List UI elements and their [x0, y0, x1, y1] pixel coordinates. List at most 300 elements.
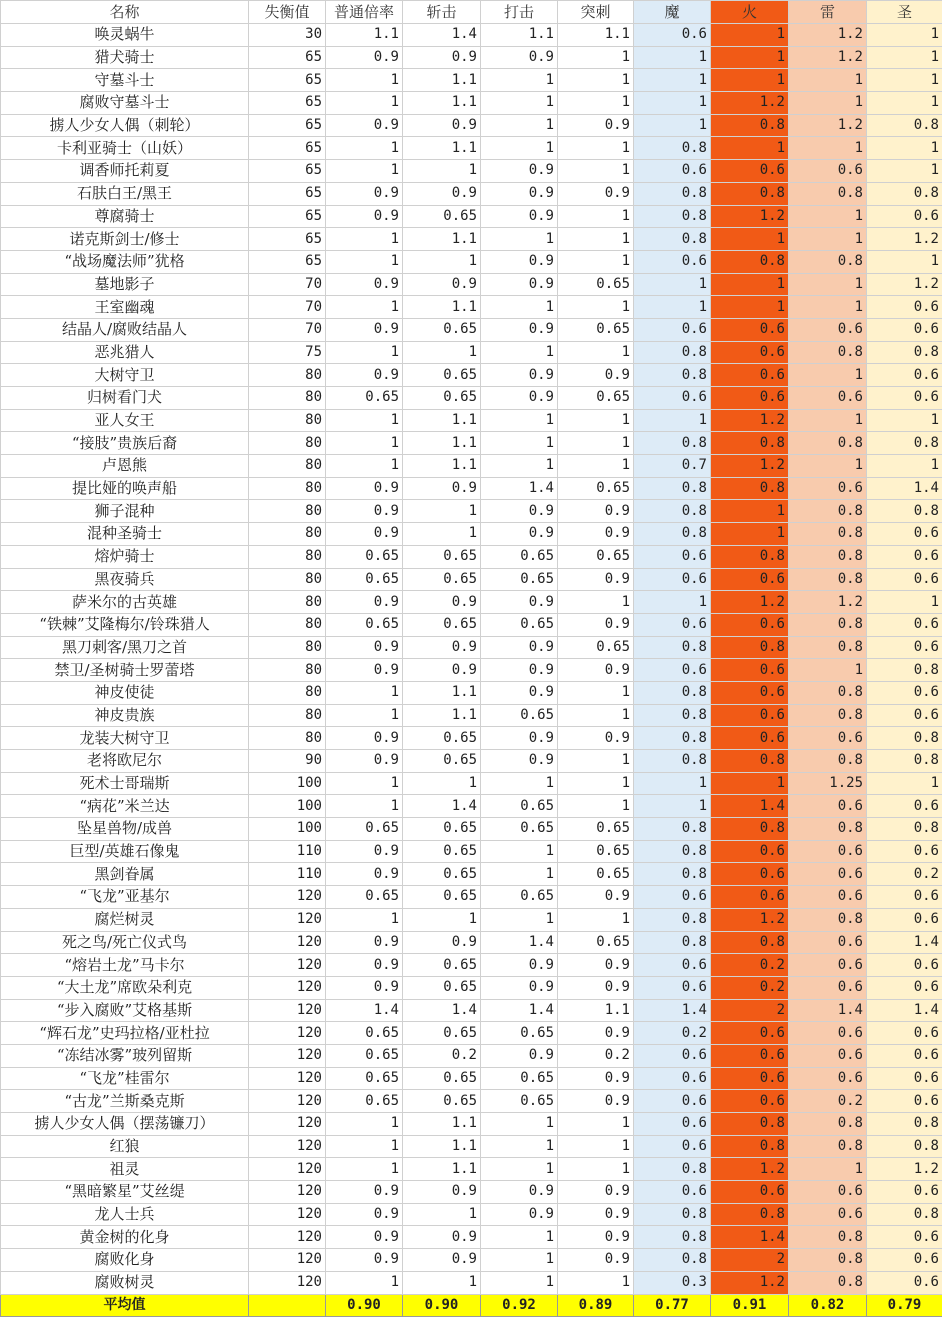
- cell-name[interactable]: 石肤白王/黑王: [1, 182, 249, 205]
- cell-strike[interactable]: 0.9: [481, 182, 558, 205]
- cell-lightning[interactable]: 0.2: [789, 1090, 867, 1113]
- cell-normal[interactable]: 0.65: [326, 613, 403, 636]
- cell-lightning[interactable]: 1.4: [789, 999, 867, 1022]
- cell-holy[interactable]: 1.4: [867, 477, 942, 500]
- cell-name[interactable]: 萨米尔的古英雄: [1, 591, 249, 614]
- cell-fire[interactable]: 0.8: [711, 250, 789, 273]
- cell-pierce[interactable]: 1: [558, 455, 634, 478]
- cell-pierce[interactable]: 0.9: [558, 659, 634, 682]
- cell-slash[interactable]: 0.65: [403, 1090, 481, 1113]
- cell-poise[interactable]: 120: [249, 1135, 326, 1158]
- cell-holy[interactable]: 0.8: [867, 1113, 942, 1136]
- cell-normal[interactable]: 0.9: [326, 273, 403, 296]
- cell-magic[interactable]: 1.4: [634, 999, 711, 1022]
- cell-poise[interactable]: 120: [249, 1249, 326, 1272]
- cell-poise[interactable]: 110: [249, 840, 326, 863]
- cell-normal[interactable]: 0.9: [326, 114, 403, 137]
- cell-fire[interactable]: 1.2: [711, 409, 789, 432]
- cell-holy[interactable]: 1.2: [867, 273, 942, 296]
- cell-magic[interactable]: 0.8: [634, 818, 711, 841]
- cell-poise[interactable]: 65: [249, 46, 326, 69]
- cell-holy[interactable]: 0.6: [867, 908, 942, 931]
- cell-lightning[interactable]: 0.8: [789, 500, 867, 523]
- cell-fire[interactable]: 0.8: [711, 114, 789, 137]
- cell-normal[interactable]: 1: [326, 296, 403, 319]
- average-lightning[interactable]: 0.82: [789, 1294, 867, 1317]
- cell-slash[interactable]: 1: [403, 341, 481, 364]
- cell-name[interactable]: 黑夜骑兵: [1, 568, 249, 591]
- cell-strike[interactable]: 0.9: [481, 591, 558, 614]
- cell-strike[interactable]: 0.9: [481, 250, 558, 273]
- cell-normal[interactable]: 1: [326, 1135, 403, 1158]
- cell-holy[interactable]: 0.6: [867, 1044, 942, 1067]
- cell-fire[interactable]: 0.6: [711, 1044, 789, 1067]
- cell-magic[interactable]: 0.6: [634, 387, 711, 410]
- cell-strike[interactable]: 0.9: [481, 318, 558, 341]
- cell-slash[interactable]: 0.65: [403, 613, 481, 636]
- cell-holy[interactable]: 0.6: [867, 205, 942, 228]
- cell-holy[interactable]: 0.6: [867, 704, 942, 727]
- cell-fire[interactable]: 0.6: [711, 727, 789, 750]
- cell-poise[interactable]: 30: [249, 24, 326, 47]
- cell-fire[interactable]: 2: [711, 999, 789, 1022]
- cell-holy[interactable]: 0.8: [867, 182, 942, 205]
- cell-magic[interactable]: 0.8: [634, 228, 711, 251]
- cell-fire[interactable]: 1.2: [711, 205, 789, 228]
- cell-magic[interactable]: 0.8: [634, 523, 711, 546]
- cell-magic[interactable]: 0.6: [634, 1113, 711, 1136]
- cell-magic[interactable]: 0.8: [634, 908, 711, 931]
- average-normal[interactable]: 0.90: [326, 1294, 403, 1317]
- cell-slash[interactable]: 0.9: [403, 477, 481, 500]
- cell-strike[interactable]: 0.9: [481, 160, 558, 183]
- cell-name[interactable]: 腐败守墓斗士: [1, 92, 249, 115]
- cell-fire[interactable]: 0.6: [711, 318, 789, 341]
- cell-pierce[interactable]: 1: [558, 591, 634, 614]
- average-poise[interactable]: [249, 1294, 326, 1317]
- cell-magic[interactable]: 1: [634, 296, 711, 319]
- cell-fire[interactable]: 1.2: [711, 591, 789, 614]
- cell-holy[interactable]: 1: [867, 250, 942, 273]
- cell-strike[interactable]: 1: [481, 69, 558, 92]
- cell-lightning[interactable]: 1: [789, 1158, 867, 1181]
- cell-magic[interactable]: 0.2: [634, 1022, 711, 1045]
- cell-fire[interactable]: 1: [711, 296, 789, 319]
- cell-normal[interactable]: 0.9: [326, 1249, 403, 1272]
- cell-fire[interactable]: 0.6: [711, 1090, 789, 1113]
- cell-normal[interactable]: 1: [326, 704, 403, 727]
- cell-pierce[interactable]: 1: [558, 432, 634, 455]
- cell-slash[interactable]: 0.65: [403, 1067, 481, 1090]
- cell-name[interactable]: 祖灵: [1, 1158, 249, 1181]
- cell-name[interactable]: “熔岩土龙”马卡尔: [1, 954, 249, 977]
- cell-name[interactable]: 巨型/英雄石像鬼: [1, 840, 249, 863]
- cell-lightning[interactable]: 0.6: [789, 886, 867, 909]
- cell-holy[interactable]: 0.6: [867, 318, 942, 341]
- cell-fire[interactable]: 0.6: [711, 364, 789, 387]
- cell-strike[interactable]: 0.65: [481, 704, 558, 727]
- cell-poise[interactable]: 80: [249, 409, 326, 432]
- cell-slash[interactable]: 0.9: [403, 182, 481, 205]
- cell-normal[interactable]: 0.9: [326, 1203, 403, 1226]
- cell-magic[interactable]: 0.6: [634, 318, 711, 341]
- cell-slash[interactable]: 0.9: [403, 931, 481, 954]
- cell-lightning[interactable]: 1: [789, 273, 867, 296]
- cell-strike[interactable]: 1.1: [481, 24, 558, 47]
- cell-strike[interactable]: 0.65: [481, 886, 558, 909]
- cell-slash[interactable]: 1.1: [403, 681, 481, 704]
- cell-strike[interactable]: 1: [481, 137, 558, 160]
- cell-name[interactable]: 红狼: [1, 1135, 249, 1158]
- cell-holy[interactable]: 0.6: [867, 795, 942, 818]
- cell-fire[interactable]: 0.6: [711, 659, 789, 682]
- cell-holy[interactable]: 1.2: [867, 1158, 942, 1181]
- cell-normal[interactable]: 0.65: [326, 1044, 403, 1067]
- cell-strike[interactable]: 0.65: [481, 545, 558, 568]
- cell-lightning[interactable]: 0.6: [789, 727, 867, 750]
- cell-normal[interactable]: 0.9: [326, 591, 403, 614]
- cell-name[interactable]: 卢恩熊: [1, 455, 249, 478]
- cell-slash[interactable]: 0.65: [403, 840, 481, 863]
- cell-strike[interactable]: 0.65: [481, 795, 558, 818]
- cell-magic[interactable]: 0.6: [634, 954, 711, 977]
- cell-strike[interactable]: 0.9: [481, 659, 558, 682]
- cell-holy[interactable]: 1.4: [867, 999, 942, 1022]
- cell-magic[interactable]: 0.7: [634, 455, 711, 478]
- cell-strike[interactable]: 1: [481, 1158, 558, 1181]
- cell-fire[interactable]: 0.6: [711, 863, 789, 886]
- cell-fire[interactable]: 0.6: [711, 160, 789, 183]
- cell-fire[interactable]: 0.6: [711, 1067, 789, 1090]
- cell-pierce[interactable]: 1: [558, 205, 634, 228]
- cell-poise[interactable]: 120: [249, 1271, 326, 1294]
- cell-fire[interactable]: 1.2: [711, 1271, 789, 1294]
- cell-pierce[interactable]: 0.9: [558, 182, 634, 205]
- cell-strike[interactable]: 0.9: [481, 954, 558, 977]
- cell-magic[interactable]: 0.3: [634, 1271, 711, 1294]
- cell-lightning[interactable]: 0.8: [789, 250, 867, 273]
- cell-fire[interactable]: 1: [711, 772, 789, 795]
- cell-slash[interactable]: 0.65: [403, 205, 481, 228]
- cell-poise[interactable]: 120: [249, 1226, 326, 1249]
- cell-holy[interactable]: 0.8: [867, 750, 942, 773]
- cell-slash[interactable]: 1.1: [403, 455, 481, 478]
- cell-slash[interactable]: 1.1: [403, 409, 481, 432]
- cell-strike[interactable]: 0.9: [481, 1203, 558, 1226]
- cell-normal[interactable]: 1.4: [326, 999, 403, 1022]
- cell-normal[interactable]: 0.9: [326, 318, 403, 341]
- cell-pierce[interactable]: 0.9: [558, 1181, 634, 1204]
- cell-poise[interactable]: 120: [249, 1158, 326, 1181]
- cell-holy[interactable]: 1: [867, 24, 942, 47]
- cell-name[interactable]: 猎犬骑士: [1, 46, 249, 69]
- cell-slash[interactable]: 0.9: [403, 273, 481, 296]
- cell-magic[interactable]: 0.8: [634, 500, 711, 523]
- cell-fire[interactable]: 0.2: [711, 976, 789, 999]
- cell-magic[interactable]: 0.6: [634, 250, 711, 273]
- cell-strike[interactable]: 0.9: [481, 636, 558, 659]
- cell-slash[interactable]: 1.4: [403, 24, 481, 47]
- cell-lightning[interactable]: 0.6: [789, 1022, 867, 1045]
- cell-slash[interactable]: 1.1: [403, 228, 481, 251]
- cell-lightning[interactable]: 0.8: [789, 182, 867, 205]
- cell-pierce[interactable]: 0.9: [558, 114, 634, 137]
- cell-normal[interactable]: 1.1: [326, 24, 403, 47]
- cell-lightning[interactable]: 0.6: [789, 318, 867, 341]
- cell-holy[interactable]: 0.2: [867, 863, 942, 886]
- cell-poise[interactable]: 100: [249, 772, 326, 795]
- cell-normal[interactable]: 0.9: [326, 976, 403, 999]
- cell-name[interactable]: 守墓斗士: [1, 69, 249, 92]
- cell-normal[interactable]: 1: [326, 772, 403, 795]
- cell-magic[interactable]: 0.6: [634, 886, 711, 909]
- cell-poise[interactable]: 65: [249, 92, 326, 115]
- average-slash[interactable]: 0.90: [403, 1294, 481, 1317]
- cell-strike[interactable]: 1: [481, 840, 558, 863]
- cell-pierce[interactable]: 0.65: [558, 387, 634, 410]
- cell-poise[interactable]: 80: [249, 704, 326, 727]
- cell-magic[interactable]: 0.8: [634, 1203, 711, 1226]
- cell-magic[interactable]: 1: [634, 69, 711, 92]
- cell-strike[interactable]: 1: [481, 1135, 558, 1158]
- cell-magic[interactable]: 0.6: [634, 568, 711, 591]
- cell-holy[interactable]: 0.8: [867, 818, 942, 841]
- cell-magic[interactable]: 0.8: [634, 704, 711, 727]
- cell-slash[interactable]: 0.9: [403, 1226, 481, 1249]
- cell-name[interactable]: “冻结冰雾”玻列留斯: [1, 1044, 249, 1067]
- cell-fire[interactable]: 1: [711, 273, 789, 296]
- cell-lightning[interactable]: 0.6: [789, 863, 867, 886]
- cell-strike[interactable]: 1: [481, 1226, 558, 1249]
- cell-fire[interactable]: 1.2: [711, 92, 789, 115]
- cell-pierce[interactable]: 1: [558, 341, 634, 364]
- cell-strike[interactable]: 1: [481, 908, 558, 931]
- cell-holy[interactable]: 0.8: [867, 659, 942, 682]
- cell-pierce[interactable]: 0.9: [558, 727, 634, 750]
- cell-lightning[interactable]: 0.8: [789, 613, 867, 636]
- cell-strike[interactable]: 0.65: [481, 1022, 558, 1045]
- cell-strike[interactable]: 1: [481, 341, 558, 364]
- cell-holy[interactable]: 0.6: [867, 1271, 942, 1294]
- cell-fire[interactable]: 1.4: [711, 1226, 789, 1249]
- cell-holy[interactable]: 0.8: [867, 114, 942, 137]
- cell-strike[interactable]: 0.9: [481, 364, 558, 387]
- cell-slash[interactable]: 1.1: [403, 69, 481, 92]
- cell-pierce[interactable]: 1.1: [558, 999, 634, 1022]
- cell-normal[interactable]: 1: [326, 137, 403, 160]
- cell-name[interactable]: 腐败树灵: [1, 1271, 249, 1294]
- cell-strike[interactable]: 0.9: [481, 681, 558, 704]
- cell-poise[interactable]: 110: [249, 863, 326, 886]
- cell-name[interactable]: “战场魔法师”犹格: [1, 250, 249, 273]
- cell-poise[interactable]: 120: [249, 1067, 326, 1090]
- cell-fire[interactable]: 0.8: [711, 818, 789, 841]
- cell-pierce[interactable]: 1: [558, 92, 634, 115]
- cell-pierce[interactable]: 0.65: [558, 318, 634, 341]
- cell-poise[interactable]: 70: [249, 318, 326, 341]
- cell-poise[interactable]: 120: [249, 954, 326, 977]
- cell-lightning[interactable]: 1: [789, 69, 867, 92]
- cell-strike[interactable]: 0.9: [481, 976, 558, 999]
- cell-holy[interactable]: 1: [867, 455, 942, 478]
- cell-magic[interactable]: 0.6: [634, 1067, 711, 1090]
- cell-fire[interactable]: 1.2: [711, 1158, 789, 1181]
- cell-holy[interactable]: 0.6: [867, 568, 942, 591]
- cell-magic[interactable]: 1: [634, 772, 711, 795]
- cell-strike[interactable]: 0.65: [481, 613, 558, 636]
- cell-magic[interactable]: 0.8: [634, 205, 711, 228]
- cell-pierce[interactable]: 0.65: [558, 273, 634, 296]
- cell-holy[interactable]: 0.6: [867, 1067, 942, 1090]
- cell-holy[interactable]: 0.6: [867, 840, 942, 863]
- cell-slash[interactable]: 1.1: [403, 1113, 481, 1136]
- cell-strike[interactable]: 0.65: [481, 818, 558, 841]
- cell-holy[interactable]: 1: [867, 160, 942, 183]
- cell-pierce[interactable]: 0.9: [558, 976, 634, 999]
- cell-lightning[interactable]: 0.8: [789, 636, 867, 659]
- cell-slash[interactable]: 1.1: [403, 1158, 481, 1181]
- cell-holy[interactable]: 0.6: [867, 636, 942, 659]
- cell-slash[interactable]: 0.65: [403, 818, 481, 841]
- cell-fire[interactable]: 1.2: [711, 908, 789, 931]
- cell-lightning[interactable]: 0.6: [789, 976, 867, 999]
- cell-slash[interactable]: 0.65: [403, 727, 481, 750]
- cell-lightning[interactable]: 0.8: [789, 1271, 867, 1294]
- cell-lightning[interactable]: 0.6: [789, 1044, 867, 1067]
- cell-holy[interactable]: 1: [867, 409, 942, 432]
- cell-poise[interactable]: 80: [249, 364, 326, 387]
- cell-strike[interactable]: 1: [481, 296, 558, 319]
- cell-lightning[interactable]: 1.2: [789, 24, 867, 47]
- cell-magic[interactable]: 0.8: [634, 636, 711, 659]
- cell-name[interactable]: 诺克斯剑士/修士: [1, 228, 249, 251]
- cell-name[interactable]: 亚人女王: [1, 409, 249, 432]
- cell-magic[interactable]: 0.8: [634, 1226, 711, 1249]
- column-header-fire[interactable]: 火: [711, 1, 789, 24]
- cell-strike[interactable]: 0.9: [481, 1044, 558, 1067]
- cell-strike[interactable]: 0.65: [481, 568, 558, 591]
- cell-fire[interactable]: 1.2: [711, 455, 789, 478]
- cell-pierce[interactable]: 0.9: [558, 1226, 634, 1249]
- cell-pierce[interactable]: 1: [558, 250, 634, 273]
- cell-fire[interactable]: 0.6: [711, 387, 789, 410]
- cell-pierce[interactable]: 0.9: [558, 364, 634, 387]
- cell-poise[interactable]: 80: [249, 523, 326, 546]
- cell-pierce[interactable]: 1: [558, 1135, 634, 1158]
- cell-magic[interactable]: 1: [634, 591, 711, 614]
- cell-magic[interactable]: 0.6: [634, 1044, 711, 1067]
- cell-name[interactable]: 神皮使徒: [1, 681, 249, 704]
- cell-fire[interactable]: 0.8: [711, 750, 789, 773]
- cell-pierce[interactable]: 0.65: [558, 931, 634, 954]
- cell-name[interactable]: 腐败化身: [1, 1249, 249, 1272]
- cell-pierce[interactable]: 0.65: [558, 818, 634, 841]
- cell-fire[interactable]: 0.8: [711, 1203, 789, 1226]
- cell-name[interactable]: 龙人士兵: [1, 1203, 249, 1226]
- cell-slash[interactable]: 0.9: [403, 1181, 481, 1204]
- cell-strike[interactable]: 1.4: [481, 931, 558, 954]
- cell-lightning[interactable]: 0.6: [789, 1067, 867, 1090]
- cell-slash[interactable]: 0.9: [403, 114, 481, 137]
- cell-lightning[interactable]: 0.6: [789, 795, 867, 818]
- cell-normal[interactable]: 0.9: [326, 46, 403, 69]
- cell-lightning[interactable]: 0.8: [789, 1113, 867, 1136]
- cell-poise[interactable]: 120: [249, 908, 326, 931]
- cell-normal[interactable]: 1: [326, 908, 403, 931]
- cell-holy[interactable]: 0.6: [867, 1249, 942, 1272]
- cell-magic[interactable]: 0.8: [634, 364, 711, 387]
- cell-slash[interactable]: 0.9: [403, 636, 481, 659]
- cell-holy[interactable]: 0.8: [867, 1203, 942, 1226]
- cell-name[interactable]: 黄金树的化身: [1, 1226, 249, 1249]
- cell-magic[interactable]: 0.8: [634, 137, 711, 160]
- cell-pierce[interactable]: 0.65: [558, 545, 634, 568]
- cell-lightning[interactable]: 1: [789, 296, 867, 319]
- cell-slash[interactable]: 0.2: [403, 1044, 481, 1067]
- cell-pierce[interactable]: 0.65: [558, 477, 634, 500]
- cell-normal[interactable]: 1: [326, 228, 403, 251]
- cell-pierce[interactable]: 1.1: [558, 24, 634, 47]
- cell-poise[interactable]: 65: [249, 114, 326, 137]
- cell-slash[interactable]: 0.65: [403, 545, 481, 568]
- cell-holy[interactable]: 0.6: [867, 954, 942, 977]
- cell-poise[interactable]: 65: [249, 69, 326, 92]
- cell-pierce[interactable]: 1: [558, 409, 634, 432]
- cell-poise[interactable]: 65: [249, 137, 326, 160]
- cell-name[interactable]: 黑刀刺客/黑刀之首: [1, 636, 249, 659]
- cell-holy[interactable]: 0.6: [867, 681, 942, 704]
- cell-slash[interactable]: 1.1: [403, 296, 481, 319]
- cell-slash[interactable]: 0.9: [403, 591, 481, 614]
- cell-fire[interactable]: 1: [711, 46, 789, 69]
- cell-name[interactable]: “步入腐败”艾格基斯: [1, 999, 249, 1022]
- cell-normal[interactable]: 0.65: [326, 1022, 403, 1045]
- cell-name[interactable]: 禁卫/圣树骑士罗蕾塔: [1, 659, 249, 682]
- cell-normal[interactable]: 0.9: [326, 931, 403, 954]
- cell-holy[interactable]: 0.6: [867, 1226, 942, 1249]
- cell-poise[interactable]: 80: [249, 432, 326, 455]
- cell-slash[interactable]: 1.1: [403, 704, 481, 727]
- cell-slash[interactable]: 0.65: [403, 364, 481, 387]
- cell-slash[interactable]: 0.65: [403, 387, 481, 410]
- cell-holy[interactable]: 0.8: [867, 500, 942, 523]
- cell-slash[interactable]: 0.65: [403, 863, 481, 886]
- cell-slash[interactable]: 1: [403, 1271, 481, 1294]
- cell-magic[interactable]: 0.6: [634, 1181, 711, 1204]
- cell-holy[interactable]: 1: [867, 137, 942, 160]
- cell-strike[interactable]: 0.9: [481, 1181, 558, 1204]
- cell-pierce[interactable]: 1: [558, 160, 634, 183]
- cell-poise[interactable]: 80: [249, 613, 326, 636]
- cell-pierce[interactable]: 0.9: [558, 613, 634, 636]
- cell-pierce[interactable]: 1: [558, 1113, 634, 1136]
- cell-magic[interactable]: 1: [634, 46, 711, 69]
- cell-lightning[interactable]: 1: [789, 92, 867, 115]
- cell-normal[interactable]: 0.9: [326, 182, 403, 205]
- cell-poise[interactable]: 120: [249, 976, 326, 999]
- cell-lightning[interactable]: 1.2: [789, 591, 867, 614]
- cell-strike[interactable]: 1: [481, 863, 558, 886]
- cell-normal[interactable]: 0.9: [326, 863, 403, 886]
- cell-poise[interactable]: 70: [249, 296, 326, 319]
- average-holy[interactable]: 0.79: [867, 1294, 942, 1317]
- cell-holy[interactable]: 1.2: [867, 228, 942, 251]
- cell-normal[interactable]: 1: [326, 1271, 403, 1294]
- cell-normal[interactable]: 1: [326, 341, 403, 364]
- cell-poise[interactable]: 80: [249, 387, 326, 410]
- cell-normal[interactable]: 0.9: [326, 659, 403, 682]
- cell-name[interactable]: “铁棘”艾隆梅尔/铃珠猎人: [1, 613, 249, 636]
